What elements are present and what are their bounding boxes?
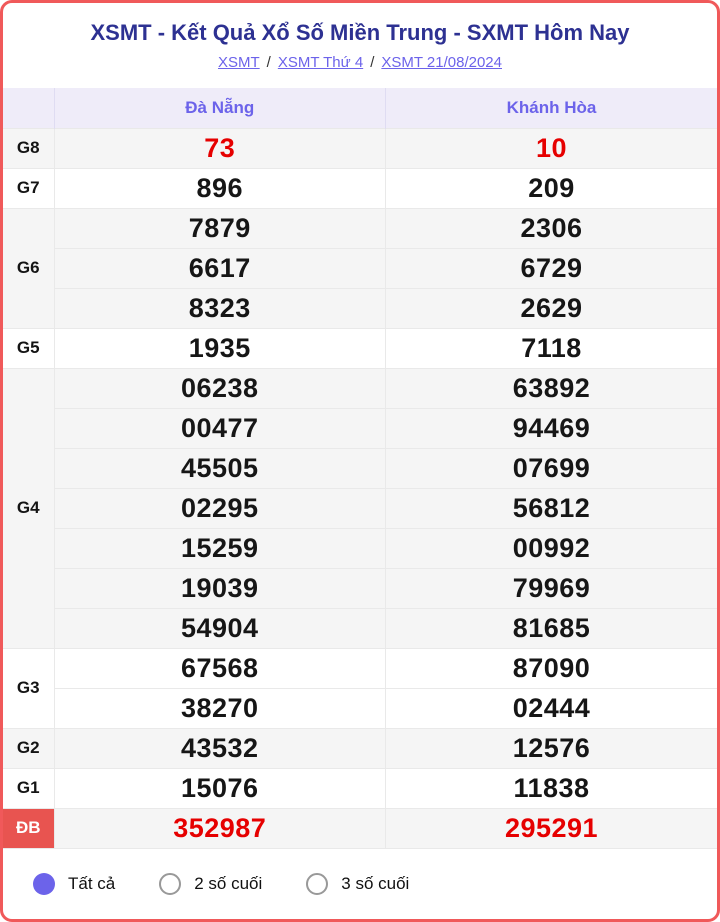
table-row [3, 368, 717, 408]
prize-value: 81685 [386, 608, 718, 648]
results-table [3, 88, 717, 849]
prize-value: 73 [54, 128, 386, 168]
prize-value: 7879 [54, 208, 386, 248]
table-row [3, 248, 717, 288]
prize-value: 12576 [386, 728, 718, 768]
filter-option-label: 3 số cuối [341, 873, 410, 893]
filter-option[interactable] [306, 873, 409, 895]
prize-value: 45505 [54, 448, 386, 488]
prize-value: 19039 [54, 568, 386, 608]
breadcrumb-link-xsmt-thu-4[interactable]: XSMT Thứ 4 [277, 54, 364, 71]
prize-value: 67568 [54, 648, 386, 688]
prize-label-g8: G8 [3, 128, 54, 168]
table-header-row [3, 88, 717, 128]
table-row [3, 648, 717, 688]
table-row [3, 208, 717, 248]
filter-option-label: Tất cả [68, 873, 116, 893]
prize-value: 07699 [386, 448, 718, 488]
prize-value: 02444 [386, 688, 718, 728]
prize-value: 38270 [54, 688, 386, 728]
table-row [3, 408, 717, 448]
prize-value: 43532 [54, 728, 386, 768]
table-row [3, 128, 717, 168]
prize-value: 295291 [386, 808, 718, 848]
column-header-khanh-hoa: Khánh Hòa [506, 97, 597, 117]
prize-value: 00477 [54, 408, 386, 448]
prize-value: 00992 [386, 528, 718, 568]
prize-value: 79969 [386, 568, 718, 608]
table-row [3, 608, 717, 648]
prize-value: 1935 [54, 328, 386, 368]
prize-value: 87090 [386, 648, 718, 688]
prize-label-g7: G7 [3, 168, 54, 208]
prize-label-g6: G6 [3, 208, 54, 328]
filter-option[interactable] [33, 873, 115, 895]
prize-value: 94469 [386, 408, 718, 448]
prize-value: 8323 [54, 288, 386, 328]
prize-value: 02295 [54, 488, 386, 528]
prize-value: 896 [54, 168, 386, 208]
filter-option[interactable] [159, 873, 262, 895]
table-row [3, 768, 717, 808]
radio-selected-icon[interactable] [33, 873, 55, 895]
breadcrumb-link-xsmt[interactable]: XSMT [217, 54, 260, 71]
radio-unselected-icon[interactable] [159, 873, 181, 895]
page-title: XSMT - Kết Quả Xổ Số Miền Trung - SXMT Hôm Nay [90, 20, 630, 45]
prize-value: 11838 [386, 768, 718, 808]
prize-label-g4: G4 [3, 368, 54, 648]
prize-label-g5: G5 [3, 328, 54, 368]
column-header-da-nang: Đà Nẵng [54, 88, 386, 128]
prize-value: 6617 [54, 248, 386, 288]
table-row [3, 688, 717, 728]
prize-value: 63892 [386, 368, 718, 408]
prize-value: 15259 [54, 528, 386, 568]
prize-label-đb: ĐB [3, 808, 54, 848]
prize-value: 2306 [386, 208, 718, 248]
table-row [3, 448, 717, 488]
prize-value: 56812 [386, 488, 718, 528]
prize-label-g3: G3 [3, 648, 54, 728]
table-row [3, 728, 717, 768]
prize-value: 209 [386, 168, 718, 208]
prize-value: 10 [386, 128, 718, 168]
table-row [3, 808, 717, 848]
prize-label-g2: G2 [3, 728, 54, 768]
table-row [3, 568, 717, 608]
prize-value: 15076 [54, 768, 386, 808]
breadcrumb-separator: / [266, 54, 271, 71]
corner-cell [3, 88, 54, 128]
prize-value: 54904 [54, 608, 386, 648]
radio-unselected-icon[interactable] [306, 873, 328, 895]
table-row [3, 488, 717, 528]
page-header [3, 3, 717, 88]
prize-value: 6729 [386, 248, 718, 288]
filter-option-label: 2 số cuối [194, 873, 263, 893]
table-row [3, 328, 717, 368]
prize-label-g1: G1 [3, 768, 54, 808]
breadcrumb [3, 54, 717, 71]
table-row [3, 168, 717, 208]
breadcrumb-separator: / [370, 54, 375, 71]
results-table-body [3, 128, 717, 848]
filter-bar [3, 849, 717, 920]
prize-value: 352987 [54, 808, 386, 848]
breadcrumb-link-xsmt-date[interactable]: XSMT 21/08/2024 [381, 54, 502, 71]
prize-value: 2629 [386, 288, 718, 328]
table-row [3, 528, 717, 568]
prize-value: 06238 [54, 368, 386, 408]
table-row [3, 288, 717, 328]
prize-value: 7118 [386, 328, 718, 368]
